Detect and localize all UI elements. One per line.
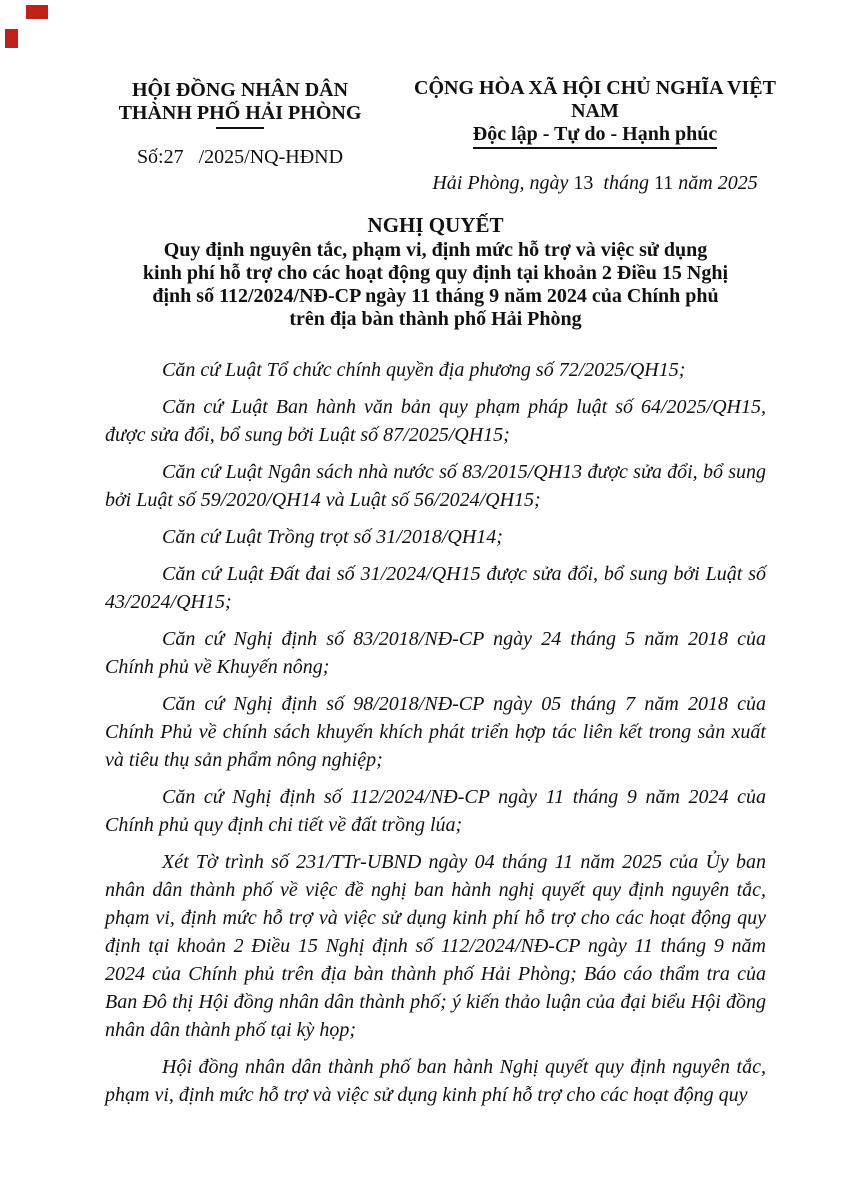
- preamble-paragraph: Hội đồng nhân dân thành phố ban hành Nghị quyết quy định nguyên tắc, phạm vi, định mức hỗ trợ và việc sử dụng kinh phí hỗ trợ cho các hoạt động quy: [105, 1056, 766, 1106]
- issuing-authority-block: [100, 79, 380, 169]
- red-corner-mark-top: [26, 5, 48, 19]
- date-day: 13: [573, 172, 594, 194]
- document-body: [105, 356, 766, 1118]
- document-number-suffix: /2025/NQ-HĐND: [198, 146, 344, 168]
- title-subject-line-2: kinh phí hỗ trợ cho các hoạt động quy định tại khoản 2 Điều 15 Nghị: [142, 262, 729, 284]
- national-motto: Độc lập - Tự do - Hạnh phúc: [473, 123, 717, 149]
- preamble-paragraph: Căn cứ Luật Ngân sách nhà nước số 83/2015/QH13 được sửa đổi, bổ sung bởi Luật số 59/2020/QH14 và Luật số 56/2024/QH15;: [105, 461, 766, 511]
- document-number: [100, 146, 380, 169]
- national-header-block: [395, 77, 795, 195]
- document-title-block: [105, 213, 766, 331]
- place-date-line: [395, 172, 795, 195]
- date-year: 2025: [717, 172, 758, 194]
- title-subject-line-4: trên địa bàn thành phố Hải Phòng: [289, 308, 582, 330]
- document-number-prefix: Số:27: [136, 146, 184, 168]
- date-thang-label: tháng: [603, 172, 649, 194]
- preamble-paragraph: Căn cứ Nghị định số 112/2024/NĐ-CP ngày 11 tháng 9 năm 2024 của Chính phủ quy định chi tiết về đất trồng lúa;: [105, 786, 766, 836]
- date-prefix: Hải Phòng, ngày: [432, 172, 569, 194]
- title-subject-line-1: Quy định nguyên tắc, phạm vi, định mức hỗ trợ và việc sử dụng: [163, 239, 708, 261]
- red-corner-mark-side: [5, 29, 18, 48]
- preamble-paragraph: Căn cứ Luật Trồng trọt số 31/2018/QH14;: [162, 526, 503, 548]
- date-month: 11: [653, 172, 674, 194]
- authority-underline: [216, 127, 264, 129]
- preamble-paragraph: Căn cứ Luật Ban hành văn bản quy phạm pháp luật số 64/2025/QH15, được sửa đổi, bổ sung bởi Luật số 87/2025/QH15;: [105, 396, 766, 446]
- title-subject-line-3: định số 112/2024/NĐ-CP ngày 11 tháng 9 năm 2024 của Chính phủ: [152, 285, 719, 307]
- national-title: CỘNG HÒA XÃ HỘI CHỦ NGHĨA VIỆT NAM: [414, 77, 776, 122]
- authority-name-line2: THÀNH PHỐ HẢI PHÒNG: [118, 102, 362, 124]
- preamble-paragraph: Căn cứ Nghị định số 98/2018/NĐ-CP ngày 05 tháng 7 năm 2018 của Chính Phủ về chính sách khuyến khích phát triển hợp tác liên kết trong sản xuất và tiêu thụ sản phẩm nông nghiệp;: [105, 693, 766, 771]
- preamble-paragraph: Căn cứ Luật Tổ chức chính quyền địa phương số 72/2025/QH15;: [162, 359, 686, 381]
- preamble-paragraph: Xét Tờ trình số 231/TTr-UBND ngày 04 tháng 11 năm 2025 của Ủy ban nhân dân thành phố về việc đề nghị ban hành nghị quyết quy định nguyên tắc, phạm vi, định mức hỗ trợ và việc sử dụng kinh phí hỗ trợ cho các hoạt động quy định tại khoản 2 Điều 15 Nghị định số 112/2024/NĐ-CP ngày 11 tháng 9 năm 2024 của Chính phủ trên địa bàn thành phố Hải Phòng; Báo cáo thẩm tra của Ban Đô thị Hội đồng nhân dân thành phố; ý kiến thảo luận của đại biểu Hội đồng nhân dân thành phố tại kỳ họp;: [105, 851, 766, 1041]
- preamble-paragraph: Căn cứ Luật Đất đai số 31/2024/QH15 được sửa đổi, bổ sung bởi Luật số 43/2024/QH15;: [105, 563, 766, 613]
- document-type-title: NGHỊ QUYẾT: [367, 213, 504, 237]
- preamble-paragraph: Căn cứ Nghị định số 83/2018/NĐ-CP ngày 24 tháng 5 năm 2018 của Chính phủ về Khuyến nông;: [105, 628, 766, 678]
- date-nam-label: năm: [678, 172, 713, 194]
- authority-name-line1: HỘI ĐỒNG NHÂN DÂN: [131, 79, 349, 101]
